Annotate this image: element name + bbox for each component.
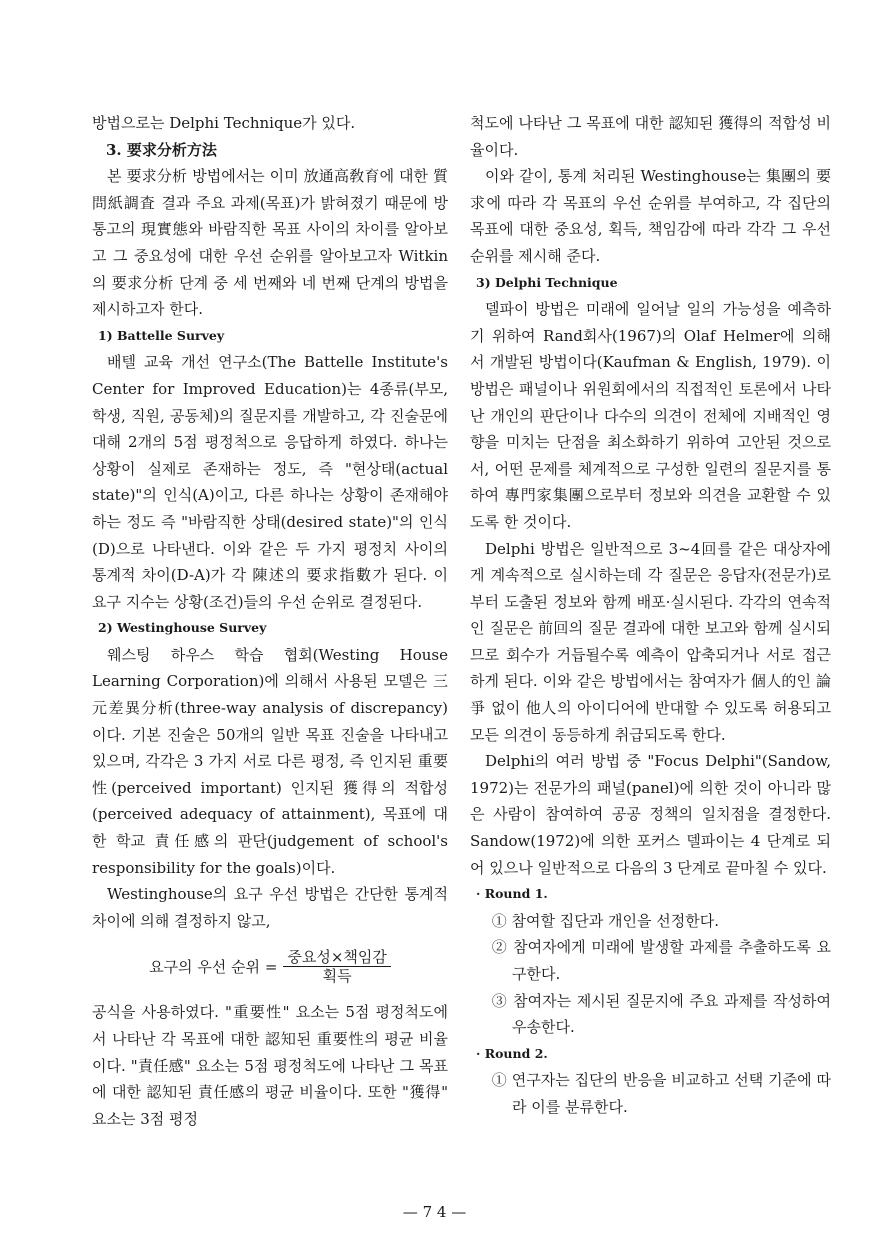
paragraph: 델파이 방법은 미래에 일어날 일의 가능성을 예측하기 위하여 Rand회사(1967)의 Olaf Helmer에 의해서 개발된 방법이다(Kaufman & English, 1979). 이 방법은 패널이나 위원회에서의 직접적인 토론에서 나타난 개인의 판단이나 다수의 의견이 전체에 지배적인 영향을 미치는 단점을 최소화하기 위하여 고안된 것으로서, 어떤 문제를 체계적으로 구성한 일련의 질문지를 통하여 專門家集團으로부터 정보와 의견을 교환할 수 있도록 한 것이다. <box>470 300 831 531</box>
paragraph: 척도에 나타난 그 목표에 대한 認知된 獲得의 적합성 비율이다. <box>470 114 831 159</box>
paragraph: Westinghouse의 요구 우선 방법은 간단한 통계적 차이에 의해 결정하지 않고, <box>92 885 448 930</box>
section-heading-requirement-analysis: 3. 要求分析方法 <box>106 140 217 159</box>
paragraph: 배텔 교육 개선 연구소(The Battelle Institute's Center for Improved Education)는 4종류(부모, 학생, 직원, 공동체)의 질문지를 개발하고, 각 진술문에 대해 2개의 5점 평정척으로 응답하게 하였다. 하나는 상황이 실제로 존재하는 정도, 즉 "현상태(actual state)"의 인식(A)이고, 다른 하나는 상황이 존재해야 하는 정도 즉 "바람직한 상태(desired state)"의 인식(D)으로 나타낸다. 이와 같은 두 가지 평정치 사이의 통계적 차이(D-A)가 각 陳述의 要求指數가 된다. 이 요구 지수는 상황(조건)들의 우선 순위로 결정된다. <box>92 353 448 611</box>
left-column <box>92 110 448 1132</box>
priority-formula <box>92 948 448 985</box>
subheading-westinghouse-survey: 2) Westinghouse Survey <box>98 620 267 636</box>
right-column <box>470 110 831 1121</box>
list-item: ① 연구자는 집단의 반응을 비교하고 선택 기준에 따라 이를 분류한다. <box>491 1071 831 1116</box>
paragraph: 본 要求分析 방법에서는 이미 放通高敎育에 대한 質問紙調査 결과 주요 과제(목표)가 밝혀졌기 때문에 방통고의 現實態와 바람직한 목표 사이의 차이를 알아보고 그 중요성에 대한 우선 순위를 알아보고자 Witkin의 要求分析 단계 중 세 번째와 네 번째 단계의 방법을 제시하고자 한다. <box>92 167 448 319</box>
round-2-heading: · Round 2. <box>476 1045 548 1061</box>
subheading-delphi-technique: 3) Delphi Technique <box>476 274 618 290</box>
paragraph: 방법으로는 Delphi Technique가 있다. <box>92 114 356 132</box>
formula-lhs: 요구의 우선 순위 = <box>149 957 278 976</box>
formula-fraction <box>283 948 391 985</box>
subheading-battelle-survey: 1) Battelle Survey <box>98 327 225 343</box>
paragraph: 웨스팅 하우스 학습 협회(Westing House Learning Corporation)에 의해서 사용된 모델은 三元差異分析(three-way analysis of discrepancy)이다. 기본 진술은 50개의 일반 목표 진술을 나타내고 있으며, 각각은 3 가지 서로 다른 평정, 즉 인지된 重要性(perceived important) 인지된 獲得의 적합성(perceived adequacy of attainment), 목표에 대한 학교 責任感의 판단(judgement of school's responsibility for the goals)이다. <box>92 645 448 877</box>
page-number: — 7 4 — <box>402 1203 467 1221</box>
paragraph: Delphi의 여러 방법 중 "Focus Delphi"(Sandow, 1972)는 전문가의 패널(panel)에 의한 것이 아니라 많은 사람이 참여하여 공공 정책의 일치점을 결정한다. Sandow(1972)에 의한 포커스 델파이는 4 단계로 되어 있으나 일반적으로 다음의 3 단계로 끝마칠 수 있다. <box>470 752 831 877</box>
formula-numerator: 중요성×책임감 <box>283 948 391 967</box>
list-item: ③ 참여자는 제시된 질문지에 주요 과제를 작성하여 우송한다. <box>491 991 831 1037</box>
paragraph: Delphi 방법은 일반적으로 3~4回를 같은 대상자에게 계속적으로 실시하는데 각 질문은 응답자(전문가)로부터 도출된 정보와 함께 배포·실시된다. 각각의 연속적인 질문은 前回의 질문 결과에 대한 보고와 함께 실시되므로 회수가 거듭될수록 예측이 압축되거나 서로 접근하게 된다. 이와 같은 방법에서는 참여자가 個人的인 論爭 없이 他人의 아이디어에 반대할 수 있도록 허용되고 모든 의견이 동등하게 취급되도록 한다. <box>470 539 831 744</box>
round-1-heading: · Round 1. <box>476 886 548 902</box>
formula-denominator: 획득 <box>322 967 352 986</box>
paragraph: 이와 같이, 통계 처리된 Westinghouse는 集團의 要求에 따라 각 목표의 우선 순위를 부여하고, 각 집단의 목표에 대한 중요성, 획득, 책임감에 따라 각각 그 우선 순위를 제시해 준다. <box>470 167 831 265</box>
paragraph: 공식을 사용하였다. "重要性" 요소는 5점 평정척도에서 나타난 각 목표에 대한 認知된 重要性의 평균 비율이다. "責任感" 요소는 5점 평정척도에 나타난 그 목표에 대한 認知된 責任感의 평균 비율이다. 또한 "獲得" 요소는 3점 평정 <box>92 1003 448 1128</box>
list-item: ② 참여자에게 미래에 발생할 과제를 추출하도록 요구한다. <box>491 938 831 983</box>
list-item: ① 참여할 집단과 개인을 선정한다. <box>491 911 719 930</box>
